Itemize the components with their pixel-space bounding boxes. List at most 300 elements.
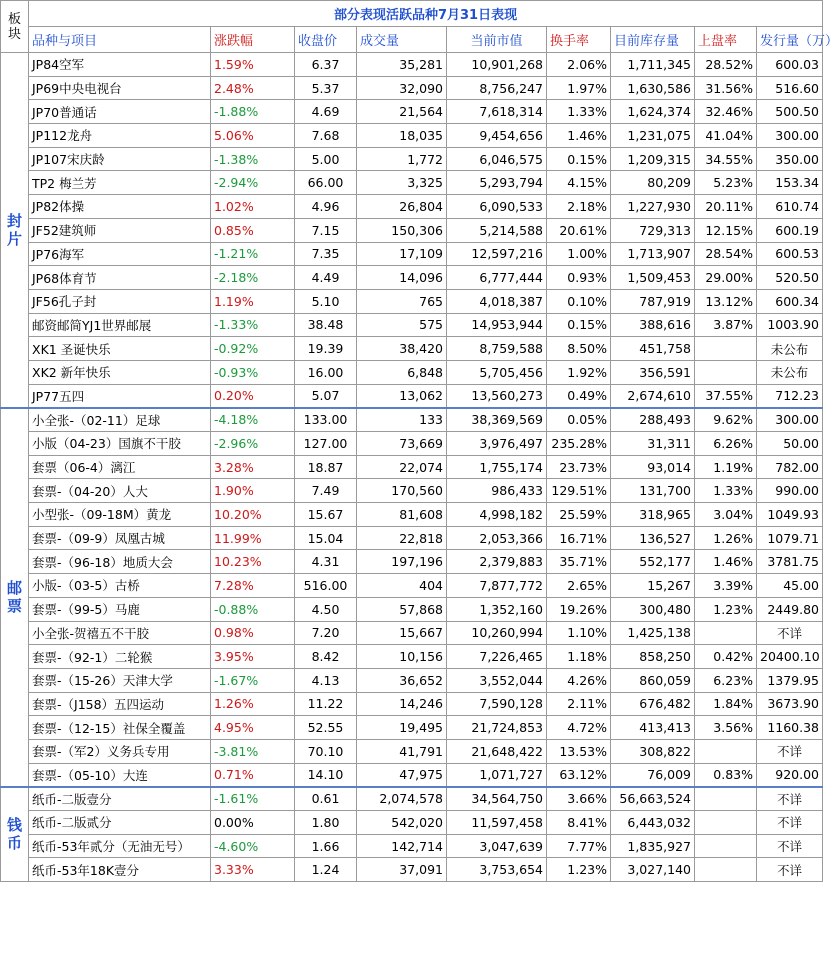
cell-close: 4.50 [295,597,357,621]
cell-turnover: 0.93% [547,266,611,290]
cell-rate: 29.00% [695,266,757,290]
cell-volume: 36,652 [357,668,447,692]
col-header-issue: 发行量（万） [757,27,823,53]
cell-issue: 3781.75 [757,550,823,574]
cell-issue: 1079.71 [757,526,823,550]
table-row [1,337,823,361]
cell-volume: 14,096 [357,266,447,290]
cell-name: 套票-（99-5）马鹿 [29,597,211,621]
cell-stock: 6,443,032 [611,811,695,835]
cell-close: 1.80 [295,811,357,835]
cell-change: 3.95% [211,645,295,669]
col-header-close: 收盘价 [295,27,357,53]
cell-turnover: 235.28% [547,432,611,456]
cell-volume: 22,074 [357,455,447,479]
col-header-stock: 目前库存量 [611,27,695,53]
cell-change: 11.99% [211,526,295,550]
table-row [1,195,823,219]
cell-turnover: 1.46% [547,124,611,148]
col-header-name: 品种与项目 [29,27,211,53]
cell-rate [695,739,757,763]
cell-close: 38.48 [295,313,357,337]
cell-stock: 131,700 [611,479,695,503]
cell-change: 4.95% [211,716,295,740]
cell-issue: 712.23 [757,384,823,408]
cell-close: 7.15 [295,218,357,242]
cell-stock: 388,616 [611,313,695,337]
cell-turnover: 0.15% [547,313,611,337]
cell-name: 小版-（03-5）古桥 [29,574,211,598]
table-row [1,147,823,171]
cell-mcap: 11,597,458 [447,811,547,835]
table-row [1,763,823,787]
cell-volume: 170,560 [357,479,447,503]
cell-issue: 未公布 [757,337,823,361]
cell-mcap: 986,433 [447,479,547,503]
cell-mcap: 5,705,456 [447,360,547,384]
cell-mcap: 7,877,772 [447,574,547,598]
cell-stock: 80,209 [611,171,695,195]
table-row [1,739,823,763]
cell-name: JF56孔子封 [29,289,211,313]
cell-close: 4.13 [295,668,357,692]
cell-turnover: 4.72% [547,716,611,740]
cell-name: JP82体操 [29,195,211,219]
cell-mcap: 38,369,569 [447,408,547,432]
table-row [1,171,823,195]
cell-stock: 1,835,927 [611,834,695,858]
cell-change: -2.18% [211,266,295,290]
cell-change: -1.67% [211,668,295,692]
cell-mcap: 8,756,247 [447,76,547,100]
cell-volume: 150,306 [357,218,447,242]
cell-stock: 2,674,610 [611,384,695,408]
cell-stock: 413,413 [611,716,695,740]
cell-change: -1.33% [211,313,295,337]
cell-close: 5.00 [295,147,357,171]
cell-name: JP70普通话 [29,100,211,124]
cell-rate [695,787,757,811]
cell-turnover: 19.26% [547,597,611,621]
cell-volume: 21,564 [357,100,447,124]
cell-turnover: 0.15% [547,147,611,171]
cell-change: -1.21% [211,242,295,266]
cell-close: 127.00 [295,432,357,456]
cell-mcap: 21,724,853 [447,716,547,740]
section-label: 封 片 [1,53,29,408]
cell-stock: 300,480 [611,597,695,621]
cell-rate [695,337,757,361]
cell-issue: 不详 [757,811,823,835]
cell-issue: 不详 [757,621,823,645]
cell-change: -3.81% [211,739,295,763]
cell-mcap: 6,046,575 [447,147,547,171]
cell-close: 19.39 [295,337,357,361]
cell-name: 套票-（96-18）地质大会 [29,550,211,574]
cell-volume: 19,495 [357,716,447,740]
cell-name: XK1 圣诞快乐 [29,337,211,361]
cell-stock: 1,227,930 [611,195,695,219]
cell-volume: 17,109 [357,242,447,266]
col-header-mcap: 当前市值 [447,27,547,53]
cell-close: 7.49 [295,479,357,503]
cell-name: 小版（04-23）国旗不干胶 [29,432,211,456]
cell-issue: 未公布 [757,360,823,384]
cell-close: 5.37 [295,76,357,100]
cell-change: 2.48% [211,76,295,100]
cell-stock: 1,713,907 [611,242,695,266]
cell-volume: 6,848 [357,360,447,384]
cell-volume: 32,090 [357,76,447,100]
cell-volume: 41,791 [357,739,447,763]
cell-name: JP107宋庆龄 [29,147,211,171]
cell-rate: 3.56% [695,716,757,740]
cell-volume: 2,074,578 [357,787,447,811]
cell-name: JF52建筑师 [29,218,211,242]
cell-issue: 520.50 [757,266,823,290]
cell-rate: 28.52% [695,53,757,77]
cell-issue: 920.00 [757,763,823,787]
table-row [1,360,823,384]
cell-issue: 2449.80 [757,597,823,621]
cell-issue: 1160.38 [757,716,823,740]
cell-volume: 133 [357,408,447,432]
cell-issue: 不详 [757,834,823,858]
table-row [1,716,823,740]
table-row [1,266,823,290]
cell-close: 4.69 [295,100,357,124]
cell-turnover: 8.50% [547,337,611,361]
cell-name: 套票-（09-9）凤凰古城 [29,526,211,550]
cell-change: 0.20% [211,384,295,408]
cell-mcap: 4,018,387 [447,289,547,313]
cell-name: 套票-（J158）五四运动 [29,692,211,716]
cell-change: 0.98% [211,621,295,645]
cell-issue: 600.34 [757,289,823,313]
cell-turnover: 7.77% [547,834,611,858]
table-row [1,621,823,645]
cell-rate: 1.46% [695,550,757,574]
cell-close: 0.61 [295,787,357,811]
cell-change: 10.23% [211,550,295,574]
cell-close: 15.04 [295,526,357,550]
cell-close: 8.42 [295,645,357,669]
cell-volume: 13,062 [357,384,447,408]
cell-mcap: 2,053,366 [447,526,547,550]
table-row [1,645,823,669]
cell-turnover: 1.23% [547,858,611,882]
cell-stock: 1,630,586 [611,76,695,100]
cell-rate: 37.55% [695,384,757,408]
cell-rate: 0.83% [695,763,757,787]
table-row [1,432,823,456]
cell-issue: 600.53 [757,242,823,266]
cell-rate: 1.33% [695,479,757,503]
cell-change: 1.90% [211,479,295,503]
cell-turnover: 0.05% [547,408,611,432]
cell-name: 小型张-（09-18M）黄龙 [29,503,211,527]
cell-volume: 197,196 [357,550,447,574]
cell-close: 18.87 [295,455,357,479]
cell-issue: 1003.90 [757,313,823,337]
cell-turnover: 2.18% [547,195,611,219]
cell-stock: 318,965 [611,503,695,527]
cell-name: JP112龙舟 [29,124,211,148]
cell-issue: 20400.10 [757,645,823,669]
cell-change: -0.92% [211,337,295,361]
cell-turnover: 2.65% [547,574,611,598]
cell-mcap: 8,759,588 [447,337,547,361]
cell-stock: 552,177 [611,550,695,574]
cell-close: 7.20 [295,621,357,645]
cell-change: -1.38% [211,147,295,171]
cell-name: 套票-（军2）义务兵专用 [29,739,211,763]
cell-mcap: 14,953,944 [447,313,547,337]
cell-close: 11.22 [295,692,357,716]
cell-issue: 1379.95 [757,668,823,692]
cell-name: 纸币-53年18K壹分 [29,858,211,882]
cell-close: 4.49 [295,266,357,290]
cell-rate: 28.54% [695,242,757,266]
table-row [1,242,823,266]
cell-close: 70.10 [295,739,357,763]
cell-volume: 73,669 [357,432,447,456]
cell-stock: 288,493 [611,408,695,432]
cell-mcap: 6,777,444 [447,266,547,290]
cell-mcap: 6,090,533 [447,195,547,219]
cell-mcap: 7,226,465 [447,645,547,669]
cell-volume: 81,608 [357,503,447,527]
cell-change: 5.06% [211,124,295,148]
cell-change: -0.88% [211,597,295,621]
cell-name: XK2 新年快乐 [29,360,211,384]
cell-turnover: 4.15% [547,171,611,195]
cell-turnover: 13.53% [547,739,611,763]
cell-close: 7.68 [295,124,357,148]
cell-stock: 1,711,345 [611,53,695,77]
cell-volume: 57,868 [357,597,447,621]
cell-turnover: 1.18% [547,645,611,669]
table-row [1,313,823,337]
cell-mcap: 3,047,639 [447,834,547,858]
col-header-change: 涨跌幅 [211,27,295,53]
cell-close: 516.00 [295,574,357,598]
cell-name: 套票-（15-26）天津大学 [29,668,211,692]
cell-stock: 3,027,140 [611,858,695,882]
cell-stock: 676,482 [611,692,695,716]
cell-issue: 300.00 [757,124,823,148]
cell-turnover: 1.33% [547,100,611,124]
cell-mcap: 10,260,994 [447,621,547,645]
cell-rate: 5.23% [695,171,757,195]
cell-name: 纸币-二版壹分 [29,787,211,811]
cell-volume: 14,246 [357,692,447,716]
cell-stock: 787,919 [611,289,695,313]
col-header-volume: 成交量 [357,27,447,53]
cell-issue: 3673.90 [757,692,823,716]
cell-mcap: 1,071,727 [447,763,547,787]
table-row [1,692,823,716]
cell-issue: 153.34 [757,171,823,195]
table-row [1,787,823,811]
cell-turnover: 2.11% [547,692,611,716]
cell-stock: 76,009 [611,763,695,787]
cell-rate [695,360,757,384]
cell-change: 3.28% [211,455,295,479]
table-row [1,384,823,408]
cell-name: 套票-（04-20）人大 [29,479,211,503]
cell-change: -4.18% [211,408,295,432]
cell-rate: 34.55% [695,147,757,171]
cell-name: 纸币-53年贰分（无油无号） [29,834,211,858]
cell-close: 6.37 [295,53,357,77]
table-row [1,76,823,100]
cell-rate: 6.23% [695,668,757,692]
cell-mcap: 2,379,883 [447,550,547,574]
table-row [1,53,823,77]
cell-stock: 858,250 [611,645,695,669]
cell-change: -4.60% [211,834,295,858]
cell-close: 1.24 [295,858,357,882]
header-row [1,27,823,53]
cell-mcap: 10,901,268 [447,53,547,77]
cell-volume: 37,091 [357,858,447,882]
corner-label: 板 块 [1,1,29,53]
table-row [1,289,823,313]
cell-stock: 1,509,453 [611,266,695,290]
cell-turnover: 0.49% [547,384,611,408]
cell-rate: 20.11% [695,195,757,219]
cell-name: 小全张-（02-11）足球 [29,408,211,432]
cell-change: -2.96% [211,432,295,456]
cell-stock: 136,527 [611,526,695,550]
cell-close: 52.55 [295,716,357,740]
cell-rate: 3.39% [695,574,757,598]
cell-turnover: 4.26% [547,668,611,692]
table-title: 部分表现活跃品种7月31日表现 [29,1,823,27]
cell-stock: 1,425,138 [611,621,695,645]
cell-close: 133.00 [295,408,357,432]
cell-change: 3.33% [211,858,295,882]
cell-mcap: 3,976,497 [447,432,547,456]
cell-rate [695,811,757,835]
cell-turnover: 2.06% [547,53,611,77]
cell-rate: 32.46% [695,100,757,124]
cell-turnover: 0.10% [547,289,611,313]
table-row [1,408,823,432]
cell-name: JP68体育节 [29,266,211,290]
table-row [1,100,823,124]
cell-stock: 15,267 [611,574,695,598]
cell-close: 66.00 [295,171,357,195]
cell-turnover: 3.66% [547,787,611,811]
cell-rate: 9.62% [695,408,757,432]
cell-volume: 47,975 [357,763,447,787]
cell-name: JP69中央电视台 [29,76,211,100]
cell-issue: 500.50 [757,100,823,124]
table-row [1,834,823,858]
cell-close: 16.00 [295,360,357,384]
title-row [1,1,823,27]
cell-issue: 600.19 [757,218,823,242]
cell-name: 套票（06-4）漓江 [29,455,211,479]
cell-turnover: 63.12% [547,763,611,787]
cell-rate: 1.84% [695,692,757,716]
cell-volume: 3,325 [357,171,447,195]
cell-volume: 38,420 [357,337,447,361]
cell-mcap: 1,352,160 [447,597,547,621]
cell-turnover: 129.51% [547,479,611,503]
cell-rate: 31.56% [695,76,757,100]
cell-rate: 0.42% [695,645,757,669]
cell-close: 4.96 [295,195,357,219]
cell-volume: 1,772 [357,147,447,171]
cell-rate [695,834,757,858]
cell-rate: 1.19% [695,455,757,479]
cell-issue: 1049.93 [757,503,823,527]
cell-stock: 1,231,075 [611,124,695,148]
cell-close: 5.07 [295,384,357,408]
cell-rate: 12.15% [695,218,757,242]
cell-name: JP76海军 [29,242,211,266]
table-row [1,811,823,835]
cell-issue: 516.60 [757,76,823,100]
cell-volume: 26,804 [357,195,447,219]
table-row [1,597,823,621]
cell-name: JP84空军 [29,53,211,77]
cell-rate: 41.04% [695,124,757,148]
cell-volume: 575 [357,313,447,337]
cell-mcap: 21,648,422 [447,739,547,763]
table-row [1,550,823,574]
cell-stock: 729,313 [611,218,695,242]
cell-volume: 15,667 [357,621,447,645]
cell-rate [695,858,757,882]
cell-close: 14.10 [295,763,357,787]
cell-issue: 不详 [757,858,823,882]
cell-rate: 1.26% [695,526,757,550]
cell-name: 小全张-贺禧五不干胶 [29,621,211,645]
cell-mcap: 12,597,216 [447,242,547,266]
cell-change: 0.85% [211,218,295,242]
cell-change: 10.20% [211,503,295,527]
col-header-rate: 上盘率 [695,27,757,53]
cell-turnover: 1.92% [547,360,611,384]
cell-mcap: 7,618,314 [447,100,547,124]
cell-close: 5.10 [295,289,357,313]
cell-turnover: 35.71% [547,550,611,574]
cell-change: -1.61% [211,787,295,811]
cell-change: -0.93% [211,360,295,384]
cell-volume: 22,818 [357,526,447,550]
cell-turnover: 1.00% [547,242,611,266]
section-label: 钱 币 [1,787,29,882]
cell-turnover: 25.59% [547,503,611,527]
cell-issue: 300.00 [757,408,823,432]
table-row [1,668,823,692]
cell-stock: 451,758 [611,337,695,361]
cell-mcap: 3,753,654 [447,858,547,882]
cell-name: TP2 梅兰芳 [29,171,211,195]
cell-stock: 860,059 [611,668,695,692]
cell-volume: 404 [357,574,447,598]
cell-turnover: 8.41% [547,811,611,835]
cell-rate: 3.87% [695,313,757,337]
cell-issue: 45.00 [757,574,823,598]
cell-issue: 不详 [757,739,823,763]
cell-change: 1.26% [211,692,295,716]
cell-change: 1.19% [211,289,295,313]
